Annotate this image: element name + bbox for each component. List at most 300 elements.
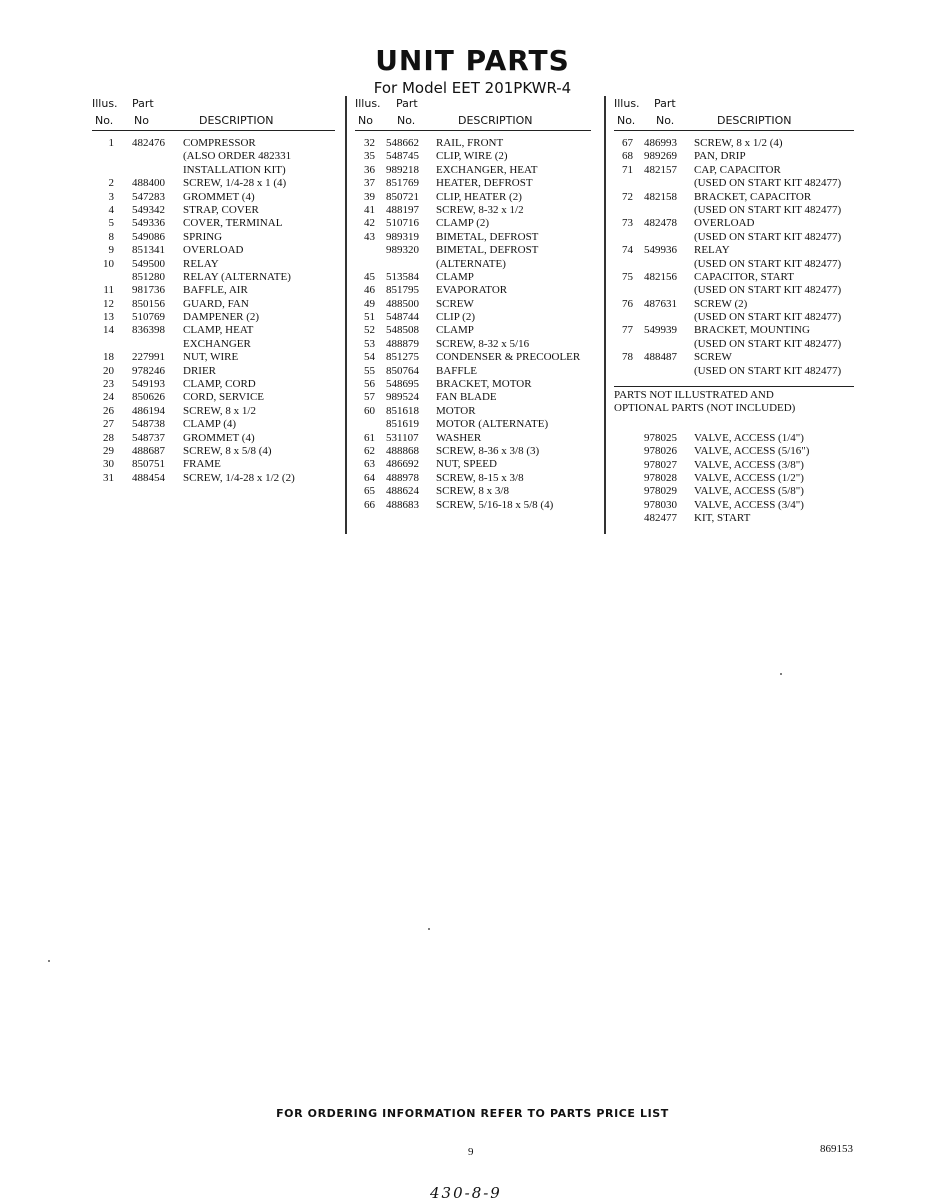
list-item [614,472,854,485]
illus-number: 27 [103,418,114,431]
part-description: BAFFLE [436,364,477,377]
part-number: 851795 [386,284,419,297]
parts-list [614,137,854,378]
part-description: FRAME [183,458,221,471]
list-item [614,177,854,190]
part-number: 978030 [644,498,677,511]
part-number: 989524 [386,391,419,404]
list-item [355,191,591,204]
list-item [355,204,591,217]
part-number: 850751 [132,458,165,471]
scan-speck [780,673,782,675]
part-description: SCREW, 8-36 x 3/8 (3) [436,444,540,457]
list-item [92,137,335,150]
list-item [614,217,854,230]
illus-number: 29 [103,444,114,457]
list-item [92,298,335,311]
parts-column-2 [355,96,591,512]
list-item [92,378,335,391]
part-number: 549336 [132,217,165,230]
illus-number: 68 [622,150,633,163]
part-description: VALVE, ACCESS (3/4") [694,498,804,511]
parts-list [92,137,335,485]
illus-number: 20 [103,364,114,377]
part-description: SCREW, 8-15 x 3/8 [436,471,524,484]
part-number: 510769 [132,311,165,324]
part-description: (USED ON START KIT 482477) [694,230,842,243]
part-number: 488683 [386,498,419,511]
list-item [92,164,335,177]
list-item [355,258,591,271]
part-description: VALVE, ACCESS (1/4") [694,431,804,444]
illus-number: 10 [103,257,114,270]
part-description: BIMETAL, DEFROST [436,244,539,257]
part-description: BIMETAL, DEFROST [436,230,539,243]
illus-number: 54 [364,351,375,364]
part-number: 549086 [132,230,165,243]
illus-number: 14 [103,324,114,337]
illus-number: 35 [364,150,375,163]
list-item [355,499,591,512]
illus-number: 64 [364,471,375,484]
parts-column-1 [92,96,335,485]
part-number: 488500 [386,297,419,310]
part-number: 227991 [132,351,165,364]
illus-label: Illus. [92,97,118,110]
list-item [614,150,854,163]
list-item [614,512,854,525]
illus-number: 28 [103,431,114,444]
list-item [92,150,335,163]
part-description: CORD, SERVICE [183,391,265,404]
illus-number: 71 [622,163,633,176]
part-description: BRACKET, MOTOR [436,378,532,391]
part-number: 851619 [386,418,419,431]
parts-column-3 [614,96,854,526]
part-description: CLAMP [436,270,474,283]
list-item [614,204,854,217]
part-description: STRAP, COVER [183,203,259,216]
part-description: CLIP, HEATER (2) [436,190,522,203]
list-item [614,351,854,364]
part-description: SCREW, 8 x 5/8 (4) [183,444,272,457]
part-number: 851275 [386,351,419,364]
part-description: INSTALLATION KIT) [183,163,286,176]
part-number: 488400 [132,177,165,190]
part-description: (ALSO ORDER 482331 [183,150,292,163]
part-number: 482157 [644,163,677,176]
list-item [92,351,335,364]
part-description: BAFFLE, AIR [183,284,248,297]
part-description: SCREW, 8-32 x 5/16 [436,337,530,350]
list-item [614,445,854,458]
part-number: 981736 [132,284,165,297]
list-item [92,472,335,485]
illus-number: 55 [364,364,375,377]
part-description: SCREW, 8 x 1/2 [183,404,256,417]
part-number: 978028 [644,472,677,485]
illus-number: 3 [108,190,114,203]
list-item [355,244,591,257]
part-number: 488687 [132,444,165,457]
part-description: EVAPORATOR [436,284,508,297]
part-number: 850721 [386,190,419,203]
part-description: (ALTERNATE) [436,257,506,270]
part-description: CLAMP, CORD [183,378,256,391]
part-number: 989269 [644,150,677,163]
part-number: 549500 [132,257,165,270]
illus-number: 9 [108,244,114,257]
part-description: (USED ON START KIT 482477) [694,337,842,350]
illus-number: 65 [364,485,375,498]
part-number: 548695 [386,378,419,391]
illus-number: 12 [103,297,114,310]
illus-number: 75 [622,270,633,283]
part-number: 548738 [132,418,165,431]
part-description: (USED ON START KIT 482477) [694,203,842,216]
illus-number: 23 [103,378,114,391]
part-number: 488868 [386,444,419,457]
part-description: RELAY (ALTERNATE) [183,270,291,283]
part-description: DRIER [183,364,216,377]
illus-number: 77 [622,324,633,337]
list-item [355,472,591,485]
illus-number: 63 [364,458,375,471]
part-number: 850156 [132,297,165,310]
part-description: (USED ON START KIT 482477) [694,257,842,270]
part-description: KIT, START [694,512,751,525]
part-label: Part [396,97,418,110]
list-item [92,338,335,351]
list-item [614,271,854,284]
list-item [355,324,591,337]
no-label: No [134,114,149,127]
part-description: VALVE, ACCESS (1/2") [694,472,804,485]
list-item [614,459,854,472]
part-number: 482478 [644,217,677,230]
illus-number: 30 [103,458,114,471]
part-description: COMPRESSOR [183,137,256,149]
part-number: 486194 [132,404,165,417]
illus-number: 41 [364,203,375,216]
part-number: 482156 [644,270,677,283]
part-number: 486993 [644,137,677,149]
list-item [92,271,335,284]
list-item [92,365,335,378]
part-description: SCREW, 1/4-28 x 1 (4) [183,177,287,190]
part-number: 547283 [132,190,165,203]
illus-number: 8 [108,230,114,243]
illus-number: 46 [364,284,375,297]
scan-speck [428,928,430,930]
part-description: SCREW, 8 x 3/8 [436,485,509,498]
list-item [92,445,335,458]
list-item [614,258,854,271]
parts-list [355,137,591,512]
part-number: 488879 [386,337,419,350]
list-item [355,177,591,190]
list-item [355,271,591,284]
list-item [92,191,335,204]
part-description: EXCHANGER, HEAT [436,163,538,176]
list-item [355,432,591,445]
list-item [355,150,591,163]
part-description: NUT, WIRE [183,351,239,364]
list-item [92,324,335,337]
list-item [614,231,854,244]
illus-number: 61 [364,431,375,444]
list-item [355,445,591,458]
list-item [355,391,591,404]
part-description: RELAY [694,244,730,257]
list-item [355,338,591,351]
part-description: SCREW [436,297,474,310]
illus-number: 32 [364,137,375,149]
part-description: OVERLOAD [694,217,755,230]
part-description: CAP, CAPACITOR [694,163,781,176]
page-number: 9 [468,1146,474,1158]
description-label: DESCRIPTION [199,114,274,127]
list-item [92,284,335,297]
part-description: CLIP (2) [436,311,476,324]
part-description: (USED ON START KIT 482477) [694,311,842,324]
list-item [92,391,335,404]
part-description: OVERLOAD [183,244,244,257]
list-item [355,217,591,230]
description-label: DESCRIPTION [717,114,792,127]
part-number: 549193 [132,378,165,391]
illus-number: 4 [108,203,114,216]
part-description: SCREW, 8 x 1/2 (4) [694,137,783,149]
illus-number: 57 [364,391,375,404]
list-item [355,378,591,391]
illus-number: 72 [622,190,633,203]
part-number: 851341 [132,244,165,257]
illus-number: 18 [103,351,114,364]
part-description: COVER, TERMINAL [183,217,283,230]
part-number: 978025 [644,431,677,444]
illus-number: 67 [622,137,633,149]
illus-number: 53 [364,337,375,350]
illus-number: 78 [622,351,633,364]
part-description: CAPACITOR, START [694,270,794,283]
illus-number: 49 [364,297,375,310]
list-item [614,284,854,297]
ordering-footer: FOR ORDERING INFORMATION REFER TO PARTS PRICE LIST [276,1107,669,1120]
no-label: No [358,114,373,127]
part-number: 531107 [386,431,419,444]
illus-number: 39 [364,190,375,203]
part-number: 548737 [132,431,165,444]
list-item [92,204,335,217]
illus-number: 51 [364,311,375,324]
list-item [92,217,335,230]
column-divider [345,96,347,534]
part-description: CONDENSER & PRECOOLER [436,351,581,364]
list-item [92,231,335,244]
illus-number: 73 [622,217,633,230]
list-item [614,338,854,351]
part-number: 488624 [386,485,419,498]
part-number: 510716 [386,217,419,230]
description-label: DESCRIPTION [458,114,533,127]
illus-number: 62 [364,444,375,457]
list-item [355,164,591,177]
no-label: No. [617,114,636,127]
part-number: 549939 [644,324,677,337]
handwritten-note: 430-8-9 [430,1184,502,1202]
part-description: RELAY [183,257,219,270]
list-item [355,231,591,244]
list-item [614,365,854,378]
illus-number: 42 [364,217,375,230]
part-description: SCREW, 1/4-28 x 1/2 (2) [183,471,295,484]
column-divider [604,96,606,534]
list-item [614,499,854,512]
part-description: BRACKET, CAPACITOR [694,190,812,203]
part-number: 482477 [644,512,677,525]
part-label: Part [654,97,676,110]
illus-number: 60 [364,404,375,417]
list-item [614,244,854,257]
part-description: EXCHANGER [183,337,251,350]
part-description: SCREW, 5/16-18 x 5/8 (4) [436,498,554,511]
no-label: No. [95,114,114,127]
part-number: 548662 [386,137,419,149]
column-header [614,96,854,131]
part-description: (USED ON START KIT 482477) [694,177,842,190]
illus-label: Illus. [355,97,381,110]
part-number: 549936 [644,244,677,257]
illus-number: 52 [364,324,375,337]
part-number: 549342 [132,203,165,216]
column-header [92,96,335,131]
no-label: No. [397,114,416,127]
illus-number: 45 [364,270,375,283]
document-number: 869153 [820,1143,853,1155]
illus-label: Illus. [614,97,640,110]
part-description: (USED ON START KIT 482477) [694,284,842,297]
part-description: CLAMP, HEAT [183,324,254,337]
list-item [614,311,854,324]
part-description: BRACKET, MOUNTING [694,324,810,337]
part-number: 548744 [386,311,419,324]
list-item [92,405,335,418]
list-item [92,177,335,190]
part-number: 486692 [386,458,419,471]
part-number: 851769 [386,177,419,190]
list-item [614,485,854,498]
list-item [614,137,854,150]
list-item [355,485,591,498]
part-number: 989320 [386,244,419,257]
illus-number: 56 [364,378,375,391]
part-description: RAIL, FRONT [436,137,504,149]
illus-number: 31 [103,471,114,484]
part-description: HEATER, DEFROST [436,177,533,190]
illus-number: 24 [103,391,114,404]
list-item [614,191,854,204]
illus-number: 43 [364,230,375,243]
list-item [355,284,591,297]
optional-parts-heading [614,386,854,416]
illus-number: 1 [108,137,114,149]
part-description: SPRING [183,230,223,243]
illus-number: 76 [622,297,633,310]
part-number: 851618 [386,404,419,417]
part-number: 978027 [644,458,677,471]
part-number: 488978 [386,471,419,484]
illus-number: 36 [364,163,375,176]
list-item [92,244,335,257]
part-number: 850764 [386,364,419,377]
column-header [355,96,591,131]
part-description: GROMMET (4) [183,190,255,203]
list-item [614,164,854,177]
part-description: CLAMP [436,324,474,337]
part-description: MOTOR [436,404,476,417]
part-description: SCREW [694,351,732,364]
illus-number: 26 [103,404,114,417]
part-number: 978246 [132,364,165,377]
illus-number: 37 [364,177,375,190]
part-number: 989218 [386,163,419,176]
illus-number: 13 [103,311,114,324]
part-number: 548745 [386,150,419,163]
part-description: SCREW (2) [694,297,748,310]
list-item [355,418,591,431]
list-item [614,324,854,337]
part-description: CLAMP (4) [183,418,237,431]
part-description: CLIP, WIRE (2) [436,150,508,163]
part-description: VALVE, ACCESS (5/16") [694,445,810,458]
part-description: WASHER [436,431,482,444]
part-description: GROMMET (4) [183,431,255,444]
part-description: PAN, DRIP [694,150,746,163]
part-description: VALVE, ACCESS (5/8") [694,485,804,498]
optional-heading-line: PARTS NOT ILLUSTRATED AND [614,389,774,402]
no-label: No. [656,114,675,127]
part-number: 513584 [386,270,419,283]
part-description: GUARD, FAN [183,297,249,310]
part-number: 978029 [644,485,677,498]
part-number: 488454 [132,471,165,484]
list-item [92,458,335,471]
part-description: MOTOR (ALTERNATE) [436,418,549,431]
part-label: Part [132,97,154,110]
list-item [355,137,591,150]
part-description: DAMPENER (2) [183,311,260,324]
part-number: 850626 [132,391,165,404]
list-item [92,311,335,324]
list-item [355,351,591,364]
illus-number: 74 [622,244,633,257]
part-description: SCREW, 8-32 x 1/2 [436,203,524,216]
illus-number: 2 [108,177,114,190]
part-description: NUT, SPEED [436,458,497,471]
part-number: 548508 [386,324,419,337]
list-item [92,258,335,271]
part-number: 851280 [132,270,165,283]
part-number: 482476 [132,137,165,149]
part-number: 978026 [644,445,677,458]
part-description: FAN BLADE [436,391,497,404]
scan-speck [48,960,50,962]
part-description: (USED ON START KIT 482477) [694,364,842,377]
page-title: UNIT PARTS [375,44,570,77]
list-item [355,298,591,311]
list-item [355,311,591,324]
